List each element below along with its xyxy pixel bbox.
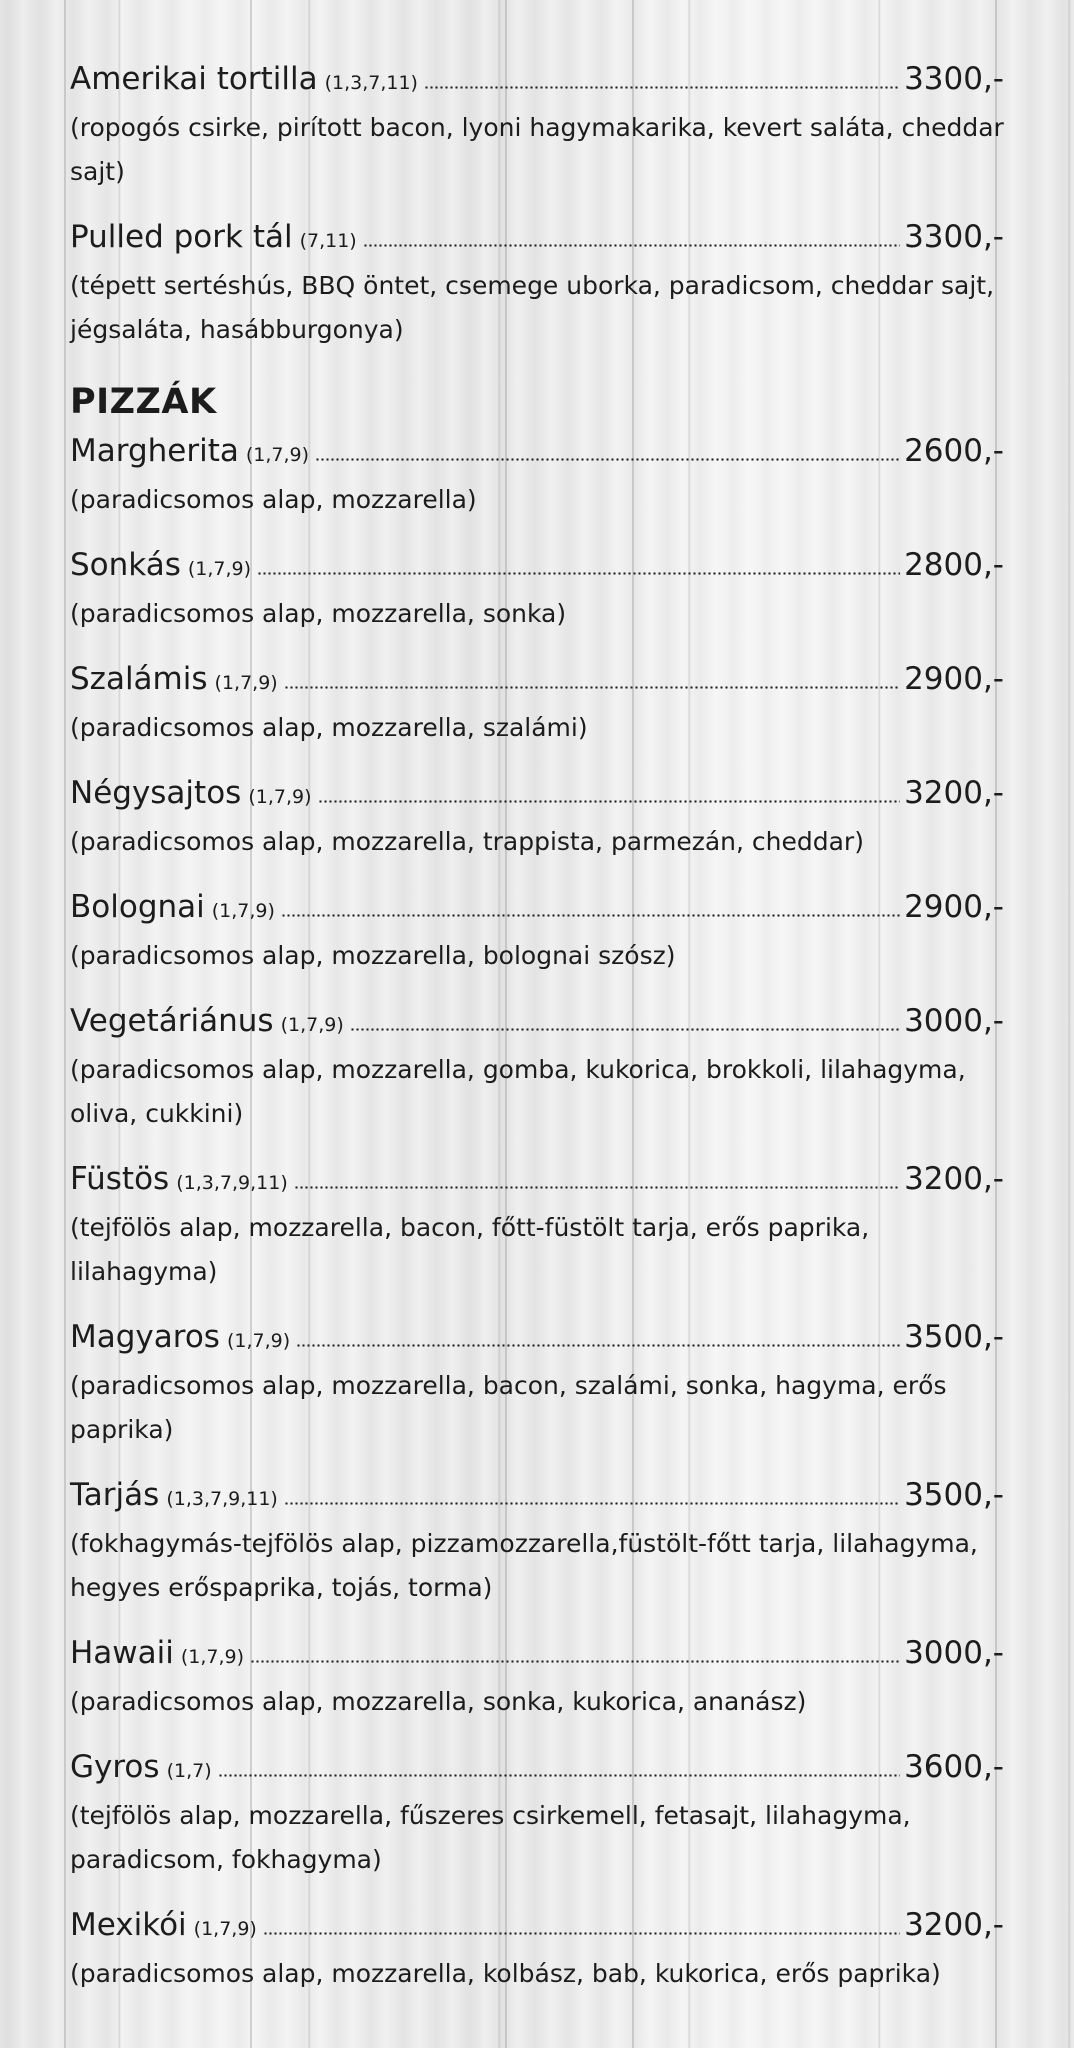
item-description: (ropogós csirke, pirított bacon, lyoni hagymakarika, kevert saláta, cheddar sajt) [70, 113, 1004, 186]
item-allergens: (1,7,9) [187, 558, 252, 580]
item-allergens: (1,7,9) [193, 1918, 257, 1940]
item-name: Vegetáriánus [70, 1003, 274, 1039]
item-description: (paradicsomos alap, mozzarella, gomba, kukorica, brokkoli, lilahagyma, oliva, cukkini) [70, 1055, 966, 1128]
item-name: Margherita [70, 433, 239, 469]
item-description: (paradicsomos alap, mozzarella, bacon, szalámi, sonka, hagyma, erős paprika) [70, 1371, 947, 1444]
menu-item [70, 1474, 1004, 1610]
item-description: (paradicsomos alap, mozzarella, trappista, parmezán, cheddar) [70, 827, 864, 856]
item-allergens: (1,3,7,11) [324, 72, 418, 94]
item-name: Szalámis [70, 661, 208, 697]
dot-leader [424, 86, 900, 89]
item-allergens: (1,7,9) [214, 672, 278, 694]
menu-item [70, 544, 1004, 636]
menu-item [70, 1158, 1004, 1294]
dot-leader [284, 1502, 900, 1505]
dot-leader [257, 572, 900, 575]
item-description: (paradicsomos alap, mozzarella, szalámi) [70, 713, 588, 742]
dot-leader [281, 914, 900, 917]
item-allergens: (1,7,9) [180, 1646, 245, 1668]
dot-leader [250, 1660, 900, 1663]
menu-item [70, 430, 1004, 522]
item-name: Gyros [70, 1749, 160, 1785]
item-description: (paradicsomos alap, mozzarella) [70, 485, 477, 514]
item-name: Amerikai tortilla [70, 61, 318, 97]
menu-item [70, 58, 1004, 194]
menu-item [70, 1000, 1004, 1136]
dot-leader [363, 244, 900, 247]
item-allergens: (1,3,7,9,11) [176, 1172, 288, 1194]
item-price: 3200,- [904, 1161, 1004, 1197]
item-name: Mexikói [70, 1907, 187, 1943]
item-allergens: (1,7) [166, 1760, 212, 1782]
item-name: Tarjás [70, 1477, 160, 1513]
section-title-pizzak: PIZZÁK [70, 382, 217, 422]
item-allergens: (7,11) [299, 230, 357, 252]
item-price: 2800,- [904, 547, 1004, 583]
wood-plank-line [64, 0, 66, 2048]
dot-leader [315, 458, 900, 461]
item-description: (paradicsomos alap, mozzarella, sonka) [70, 599, 567, 628]
item-allergens: (1,7,9) [280, 1014, 344, 1036]
item-price: 3300,- [904, 219, 1004, 255]
menu-item [70, 886, 1004, 978]
item-allergens: (1,7,9) [248, 786, 312, 808]
item-name: Füstös [70, 1161, 170, 1197]
item-price: 3300,- [904, 61, 1004, 97]
item-price: 3500,- [904, 1319, 1004, 1355]
item-name: Pulled pork tál [70, 219, 293, 255]
item-price: 3200,- [904, 775, 1004, 811]
dot-leader [318, 800, 901, 803]
item-name: Négysajtos [70, 775, 242, 811]
item-description: (tejfölös alap, mozzarella, bacon, főtt-füstölt tarja, erős paprika, lilahagyma) [70, 1213, 870, 1286]
item-allergens: (1,7,9) [226, 1330, 291, 1352]
menu-item [70, 1904, 1004, 1996]
item-description: (paradicsomos alap, mozzarella, bolognai szósz) [70, 941, 676, 970]
item-description: (fokhagymás-tejfölös alap, pizzamozzarella,füstölt-főtt tarja, lilahagyma, hegyes erőspaprika, tojás, torma) [70, 1529, 978, 1602]
dot-leader [294, 1186, 900, 1189]
item-allergens: (1,7,9) [245, 444, 310, 466]
item-allergens: (1,7,9) [211, 900, 275, 922]
item-price: 3200,- [904, 1907, 1004, 1943]
dot-leader [284, 686, 900, 689]
item-name: Hawaii [70, 1635, 174, 1671]
item-name: Magyaros [70, 1319, 220, 1355]
item-price: 3000,- [904, 1003, 1004, 1039]
dot-leader [263, 1932, 900, 1935]
menu-item [70, 216, 1004, 352]
dot-leader [218, 1774, 900, 1777]
item-price: 3000,- [904, 1635, 1004, 1671]
item-name: Bolognai [70, 889, 205, 925]
item-price: 3600,- [904, 1749, 1004, 1785]
item-description: (paradicsomos alap, mozzarella, sonka, kukorica, ananász) [70, 1687, 807, 1716]
menu-item [70, 1746, 1004, 1882]
item-price: 2900,- [904, 661, 1004, 697]
dot-leader [296, 1344, 900, 1347]
item-description: (tejfölös alap, mozzarella, fűszeres csirkemell, fetasajt, lilahagyma, paradicsom, fokhagyma) [70, 1801, 911, 1874]
item-price: 2600,- [904, 433, 1004, 469]
menu-item [70, 1316, 1004, 1452]
item-allergens: (1,3,7,9,11) [166, 1488, 278, 1510]
menu-item [70, 772, 1004, 864]
menu-item [70, 658, 1004, 750]
menu-item [70, 1632, 1004, 1724]
item-description: (tépett sertéshús, BBQ öntet, csemege uborka, paradicsom, cheddar sajt, jégsaláta, hasábburgonya) [70, 271, 995, 344]
item-price: 2900,- [904, 889, 1004, 925]
menu-page [70, 58, 1004, 2018]
item-name: Sonkás [70, 547, 181, 583]
dot-leader [350, 1028, 900, 1031]
item-price: 3500,- [904, 1477, 1004, 1513]
item-description: (paradicsomos alap, mozzarella, kolbász, bab, kukorica, erős paprika) [70, 1959, 941, 1988]
